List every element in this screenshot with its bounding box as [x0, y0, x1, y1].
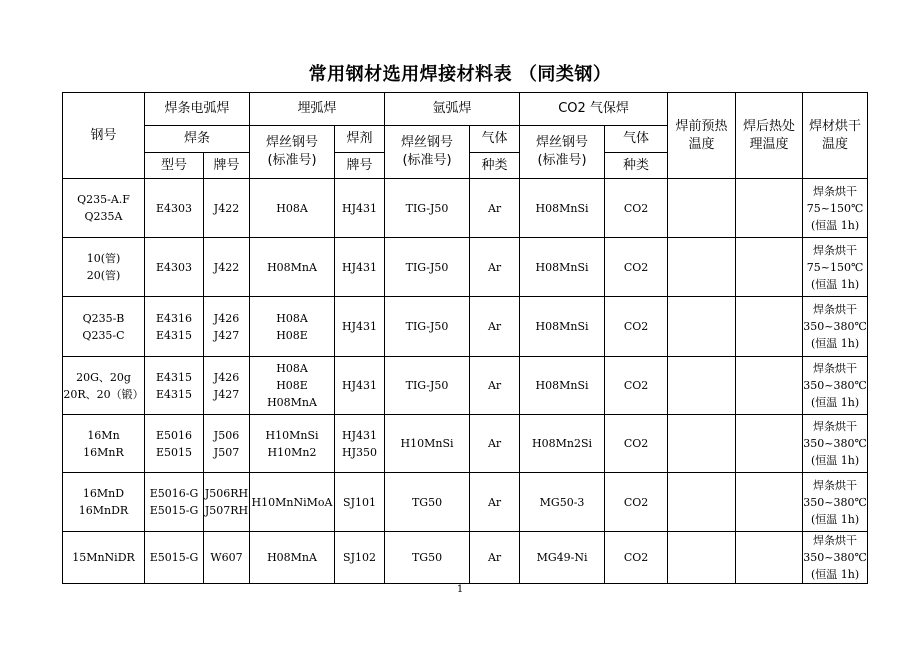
cell-tig-wire: TG50 — [385, 532, 470, 584]
cell-brand: W607 — [204, 532, 250, 584]
cell-steel: Q235-A.F Q235A — [63, 179, 145, 238]
cell-co2-gas: CO2 — [605, 532, 668, 584]
cell-drying: 焊条烘干 75~150℃ (恒温 1h) — [803, 238, 868, 297]
cell-co2-wire: H08MnSi — [520, 238, 605, 297]
cell-co2-gas: CO2 — [605, 357, 668, 415]
cell-steel: 16MnD 16MnDR — [63, 473, 145, 532]
cell-postheat — [736, 238, 803, 297]
cell-co2-wire: H08MnSi — [520, 179, 605, 238]
cell-saw-wire: H10MnNiMoA — [250, 473, 335, 532]
cell-flux: HJ431 HJ350 — [335, 415, 385, 473]
cell-brand: J426 J427 — [204, 357, 250, 415]
cell-model: E4315 E4315 — [145, 357, 204, 415]
header-gas-type: 种类 — [470, 153, 520, 179]
cell-flux: HJ431 — [335, 238, 385, 297]
header-electrode: 焊条 — [145, 126, 250, 153]
cell-postheat — [736, 415, 803, 473]
page-number: 1 — [456, 584, 464, 595]
cell-brand: J506 J507 — [204, 415, 250, 473]
cell-brand: J506RH J507RH — [204, 473, 250, 532]
cell-model: E4316 E4315 — [145, 297, 204, 357]
header-saw-wire: 焊丝钢号 (标准号) — [250, 126, 335, 179]
header-tig-wire: 焊丝钢号 (标准号) — [385, 126, 470, 179]
header-preheat-temp: 焊前预热 温度 — [668, 93, 736, 179]
cell-postheat — [736, 179, 803, 238]
cell-drying: 焊条烘干 350~380℃ (恒温 1h) — [803, 532, 868, 584]
cell-tig-wire: TIG-J50 — [385, 238, 470, 297]
cell-gas: Ar — [470, 532, 520, 584]
table-row — [63, 179, 868, 238]
cell-gas: Ar — [470, 473, 520, 532]
cell-drying: 焊条烘干 350~380℃ (恒温 1h) — [803, 297, 868, 357]
cell-flux: SJ101 — [335, 473, 385, 532]
cell-steel: 20G、20g 20R、20（锻） — [63, 357, 145, 415]
cell-saw-wire: H08A H08E — [250, 297, 335, 357]
header-flux: 焊剂 — [335, 126, 385, 153]
cell-brand: J426 J427 — [204, 297, 250, 357]
cell-flux: HJ431 — [335, 357, 385, 415]
cell-postheat — [736, 473, 803, 532]
cell-co2-wire: MG49-Ni — [520, 532, 605, 584]
cell-co2-gas: CO2 — [605, 473, 668, 532]
header-co2-gas: 气体 — [605, 126, 668, 153]
cell-model: E5015-G — [145, 532, 204, 584]
cell-postheat — [736, 357, 803, 415]
cell-drying: 焊条烘干 350~380℃ (恒温 1h) — [803, 473, 868, 532]
cell-saw-wire: H08MnA — [250, 532, 335, 584]
cell-tig-wire: TIG-J50 — [385, 179, 470, 238]
cell-co2-gas: CO2 — [605, 238, 668, 297]
cell-model: E4303 — [145, 179, 204, 238]
page-title: 常用钢材选用焊接材料表 （同类钢） — [308, 64, 612, 85]
cell-steel: 15MnNiDR — [63, 532, 145, 584]
table-row — [63, 297, 868, 357]
cell-brand: J422 — [204, 238, 250, 297]
cell-postheat — [736, 532, 803, 584]
welding-materials-table — [62, 92, 868, 584]
header-electrode-brand: 牌号 — [204, 153, 250, 179]
table-row — [63, 473, 868, 532]
cell-tig-wire: TIG-J50 — [385, 297, 470, 357]
table-row — [63, 532, 868, 584]
cell-preheat — [668, 532, 736, 584]
cell-gas: Ar — [470, 357, 520, 415]
header-argon-arc-welding: 氩弧焊 — [385, 93, 520, 126]
cell-steel: 16Mn 16MnR — [63, 415, 145, 473]
header-co2-welding: CO2 气保焊 — [520, 93, 668, 126]
cell-flux: SJ102 — [335, 532, 385, 584]
cell-drying: 焊条烘干 350~380℃ (恒温 1h) — [803, 357, 868, 415]
header-co2-gas-type: 种类 — [605, 153, 668, 179]
cell-co2-gas: CO2 — [605, 415, 668, 473]
cell-model: E4303 — [145, 238, 204, 297]
cell-preheat — [668, 238, 736, 297]
cell-preheat — [668, 179, 736, 238]
cell-co2-wire: H08MnSi — [520, 297, 605, 357]
cell-drying: 焊条烘干 350~380℃ (恒温 1h) — [803, 415, 868, 473]
header-electrode-model: 型号 — [145, 153, 204, 179]
cell-preheat — [668, 357, 736, 415]
header-co2-wire: 焊丝钢号 (标准号) — [520, 126, 605, 179]
cell-gas: Ar — [470, 297, 520, 357]
cell-postheat — [736, 297, 803, 357]
cell-steel: 10(管) 20(管) — [63, 238, 145, 297]
cell-drying: 焊条烘干 75~150℃ (恒温 1h) — [803, 179, 868, 238]
cell-co2-wire: H08Mn2Si — [520, 415, 605, 473]
cell-co2-wire: MG50-3 — [520, 473, 605, 532]
cell-gas: Ar — [470, 238, 520, 297]
cell-brand: J422 — [204, 179, 250, 238]
cell-preheat — [668, 415, 736, 473]
cell-gas: Ar — [470, 179, 520, 238]
header-submerged-arc-welding: 埋弧焊 — [250, 93, 385, 126]
cell-preheat — [668, 297, 736, 357]
cell-saw-wire: H08A — [250, 179, 335, 238]
cell-model: E5016 E5015 — [145, 415, 204, 473]
cell-preheat — [668, 473, 736, 532]
cell-flux: HJ431 — [335, 179, 385, 238]
table-row — [63, 357, 868, 415]
cell-tig-wire: TG50 — [385, 473, 470, 532]
cell-co2-wire: H08MnSi — [520, 357, 605, 415]
cell-tig-wire: TIG-J50 — [385, 357, 470, 415]
cell-saw-wire: H08MnA — [250, 238, 335, 297]
cell-gas: Ar — [470, 415, 520, 473]
table-row — [63, 415, 868, 473]
header-gas: 气体 — [470, 126, 520, 153]
header-flux-brand: 牌号 — [335, 153, 385, 179]
cell-saw-wire: H10MnSi H10Mn2 — [250, 415, 335, 473]
cell-flux: HJ431 — [335, 297, 385, 357]
header-postheat-temp: 焊后热处 理温度 — [736, 93, 803, 179]
cell-co2-gas: CO2 — [605, 179, 668, 238]
cell-tig-wire: H10MnSi — [385, 415, 470, 473]
header-drying-temp: 焊材烘干 温度 — [803, 93, 868, 179]
cell-co2-gas: CO2 — [605, 297, 668, 357]
header-electrode-arc-welding: 焊条电弧焊 — [145, 93, 250, 126]
cell-steel: Q235-B Q235-C — [63, 297, 145, 357]
header-steel-grade: 钢号 — [63, 93, 145, 179]
cell-model: E5016-G E5015-G — [145, 473, 204, 532]
cell-saw-wire: H08A H08E H08MnA — [250, 357, 335, 415]
table-row — [63, 238, 868, 297]
